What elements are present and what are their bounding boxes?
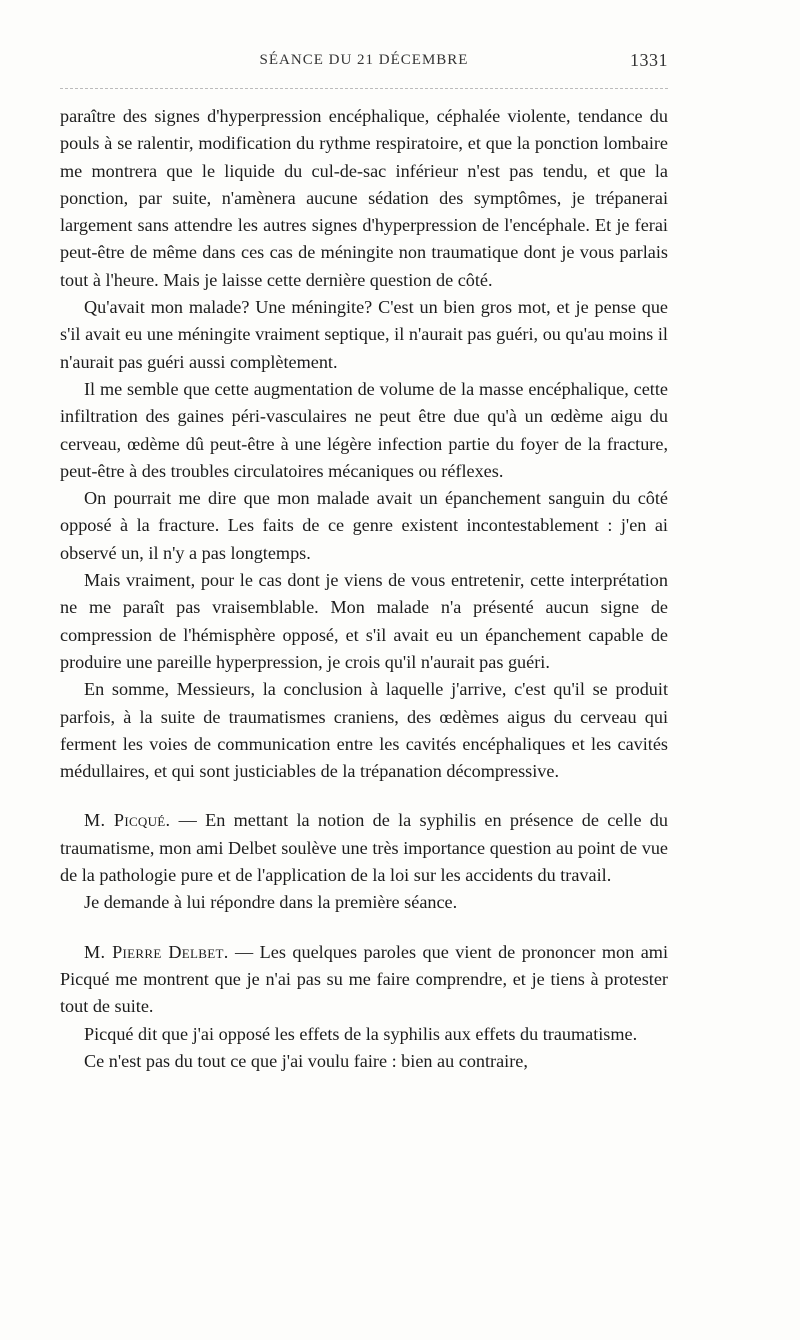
book-page	[60, 50, 668, 1075]
paragraph: On pourrait me dire que mon malade avait un épanchement sanguin du côté opposé à la fracture. Les faits de ce genre existent incontestablement : j'en ai observé un, il n'y a pas longtemps.	[60, 488, 668, 563]
paragraph: Qu'avait mon malade? Une méningite? C'est un bien gros mot, et je pense que s'il avait eu une méningite vraiment septique, il n'aurait pas guéri, ou qu'au moins il n'aurait pas guéri aussi complètement.	[60, 297, 668, 372]
speech-picque	[60, 807, 668, 889]
paragraph: En somme, Messieurs, la conclusion à laquelle j'arrive, c'est qu'il se produit parfois, à la suite de traumatismes craniens, des œdèmes aigus du cerveau qui ferment les voies de communication entre les cavités encéphaliques et les cavités médullaires, et qui sont justiciables de la trépanation décompressive.	[60, 679, 668, 782]
speaker-name: M. Pierre Delbet.	[84, 941, 229, 962]
speech-text: — Les quelques paroles que vient de prononcer mon ami Picqué me montrent que je n'ai pas su me faire comprendre, et je tiens à protester tout de suite.	[60, 941, 668, 1017]
paragraph: Je demande à lui répondre dans la première séance.	[84, 892, 458, 913]
paragraph-continuation: paraître des signes d'hyperpression encéphalique, céphalée violente, tendance du pouls à se ralentir, modification du rythme respiratoire, et que la ponction lombaire me montrera que le liquide du cul-de-sac inférieur n'est pas tendu, et que la ponction, par suite, n'amènera aucune sédation des symptômes, je trépanerai largement sans attendre les autres signes d'hyperpression de l'encéphale. Et je ferai peut-être de même dans ces cas de méningite non traumatique dont je vous parlais tout à l'heure. Mais je laisse cette dernière question de côté.	[60, 106, 668, 290]
speech-text: — En mettant la notion de la syphilis en présence de celle du traumatisme, mon ami Delbet soulève une très importance question au point de vue de la pathologie pure et de l'application de la loi sur les accidents du travail.	[60, 810, 668, 886]
page-number: 1331	[630, 50, 668, 70]
paragraph: Ce n'est pas du tout ce que j'ai voulu faire : bien au contraire,	[84, 1050, 528, 1071]
speaker-name: M. Picqué.	[84, 810, 171, 831]
body-text	[60, 103, 668, 1075]
running-title: SÉANCE DU 21 DÉCEMBRE	[259, 52, 469, 68]
paragraph: Picqué dit que j'ai opposé les effets de la syphilis aux effets du traumatisme.	[84, 1023, 638, 1044]
running-header	[60, 50, 668, 78]
paragraph: Il me semble que cette augmentation de volume de la masse encéphalique, cette infiltration des gaines péri-vasculaires ne peut être due qu'à un œdème aigu du cerveau, œdème dû peut-être à une légère infection partie du foyer de la fracture, peut-être à des troubles circulatoires mécaniques ou réflexes.	[60, 378, 668, 481]
speech-delbet	[60, 939, 668, 1021]
header-rule	[60, 88, 668, 89]
paragraph: Mais vraiment, pour le cas dont je viens de vous entretenir, cette interprétation ne me paraît pas vraisemblable. Mon malade n'a présenté aucun signe de compression de l'hémisphère opposé, et s'il avait eu un épanchement capable de produire une pareille hyperpression, je crois qu'il n'aurait pas guéri.	[60, 570, 668, 672]
